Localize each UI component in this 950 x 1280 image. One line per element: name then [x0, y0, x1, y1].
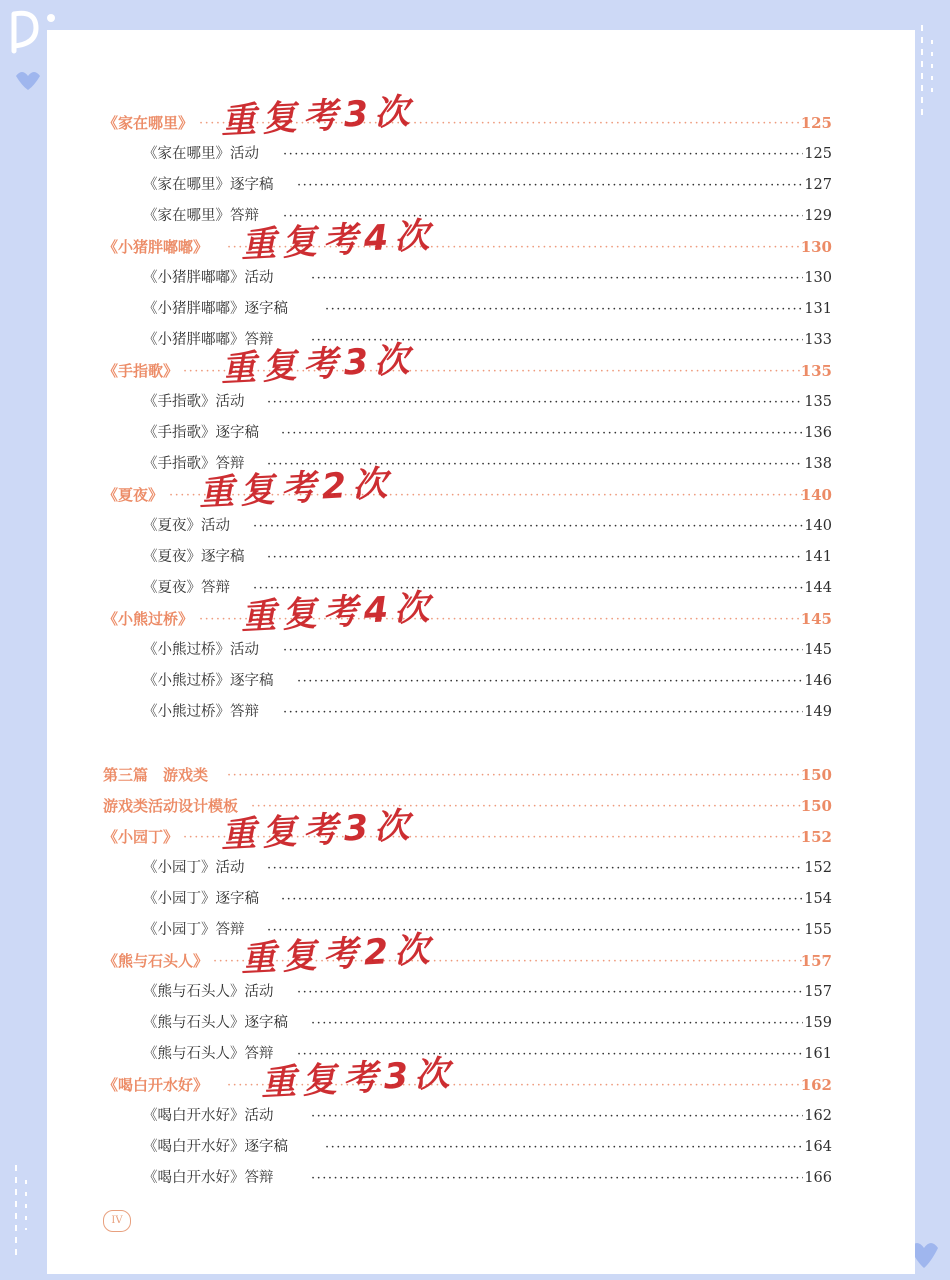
- handwritten-annotation: 重复考4次: [239, 215, 437, 266]
- toc-entry-gardener-defense[interactable]: [47, 915, 915, 946]
- handwritten-annotation: 重复考2次: [197, 463, 395, 514]
- toc-entry-pig[interactable]: [47, 232, 915, 263]
- dot-leader: [253, 511, 803, 542]
- entry-title: 《喝白开水好》: [103, 1076, 209, 1094]
- entry-page: 138: [804, 456, 832, 472]
- entry-title: 《小园丁》: [103, 828, 179, 846]
- entry-page: 135: [804, 394, 832, 410]
- toc-entry-gardener-activity[interactable]: [47, 853, 915, 884]
- entry-page: 144: [804, 580, 832, 596]
- entry-page: 157: [804, 984, 832, 1000]
- entry-page: 145: [800, 610, 832, 628]
- entry-page: 164: [804, 1139, 832, 1155]
- entry-title: 第三篇 游戏类: [103, 766, 209, 784]
- entry-page: 140: [804, 518, 832, 534]
- entry-page: 150: [800, 766, 832, 784]
- entry-title: 《小熊过桥》: [103, 610, 194, 628]
- dot-leader: [267, 542, 803, 573]
- entry-title: 游戏类活动设计模板: [103, 797, 239, 815]
- entry-title: 《小猪胖嘟嘟》活动: [143, 270, 274, 286]
- toc-entry-water-script[interactable]: [47, 1132, 915, 1163]
- toc-entry-pig-script[interactable]: [47, 294, 915, 325]
- entry-title: 《小猪胖嘟嘟》答辩: [143, 332, 274, 348]
- entry-page: 154: [804, 891, 832, 907]
- toc-entry-night[interactable]: [47, 480, 915, 511]
- toc-entry-night-defense[interactable]: [47, 573, 915, 604]
- entry-page: 131: [804, 301, 832, 317]
- entry-page: 152: [800, 828, 832, 846]
- entry-title: 《小园丁》活动: [143, 860, 245, 876]
- toc-entry-template[interactable]: [47, 791, 915, 822]
- dot-leader: [297, 977, 803, 1008]
- toc-entry-bear-stone-defense[interactable]: [47, 1039, 915, 1070]
- entry-title: 《夏夜》: [103, 486, 164, 504]
- entry-page: 135: [800, 362, 832, 380]
- toc-entry-water-defense[interactable]: [47, 1163, 915, 1194]
- toc-entry-gardener-script[interactable]: [47, 884, 915, 915]
- entry-page: 152: [804, 860, 832, 876]
- toc-entry-home[interactable]: [47, 108, 915, 139]
- line-decoration-icon: [8, 1160, 38, 1260]
- entry-title: 《小熊过桥》活动: [143, 642, 259, 658]
- toc-entry-part3[interactable]: [47, 760, 915, 791]
- toc-entry-pig-activity[interactable]: [47, 263, 915, 294]
- entry-page: 145: [804, 642, 832, 658]
- page-number: IV: [103, 1210, 131, 1232]
- entry-title: 《熊与石头人》: [103, 952, 209, 970]
- line-decoration-icon: [912, 20, 942, 130]
- dot-leader: [311, 263, 803, 294]
- entry-page: 136: [804, 425, 832, 441]
- entry-title: 《家在哪里》活动: [143, 146, 259, 162]
- entry-page: 162: [800, 1076, 832, 1094]
- toc-entry-bear-bridge-activity[interactable]: [47, 635, 915, 666]
- entry-title: 《夏夜》活动: [143, 518, 230, 534]
- dot-leader: [283, 635, 803, 666]
- dot-leader: [325, 1132, 803, 1163]
- dot-leader: [297, 170, 803, 201]
- handwritten-annotation: 重复考3次: [219, 805, 417, 856]
- dot-leader: [325, 294, 803, 325]
- toc-entry-home-defense[interactable]: [47, 201, 915, 232]
- toc-entry-water-activity[interactable]: [47, 1101, 915, 1132]
- toc-entry-finger-defense[interactable]: [47, 449, 915, 480]
- entry-page: 127: [804, 177, 832, 193]
- entry-title: 《喝白开水好》逐字稿: [143, 1139, 288, 1155]
- entry-title: 《小熊过桥》答辩: [143, 704, 259, 720]
- entry-page: 162: [804, 1108, 832, 1124]
- entry-page: 149: [804, 704, 832, 720]
- entry-page: 125: [804, 146, 832, 162]
- toc-entry-bear-stone-script[interactable]: [47, 1008, 915, 1039]
- toc-entry-water[interactable]: [47, 1070, 915, 1101]
- entry-title: 《小园丁》答辩: [143, 922, 245, 938]
- toc-entry-bear-stone[interactable]: [47, 946, 915, 977]
- handwritten-annotation: 重复考3次: [259, 1053, 457, 1104]
- entry-title: 《手指歌》: [103, 362, 179, 380]
- entry-title: 《熊与石头人》活动: [143, 984, 274, 1000]
- dot-leader: [281, 884, 803, 915]
- entry-page: 130: [804, 270, 832, 286]
- entry-title: 《手指歌》逐字稿: [143, 425, 259, 441]
- dot-leader: [227, 760, 803, 791]
- handwritten-annotation: 重复考4次: [239, 587, 437, 638]
- handwritten-annotation: 重复考2次: [239, 929, 437, 980]
- entry-page: 150: [800, 797, 832, 815]
- dot-leader: [311, 1101, 803, 1132]
- entry-page: 157: [800, 952, 832, 970]
- entry-title: 《手指歌》答辩: [143, 456, 245, 472]
- toc-entry-home-activity[interactable]: [47, 139, 915, 170]
- toc-entry-night-activity[interactable]: [47, 511, 915, 542]
- entry-title: 《家在哪里》逐字稿: [143, 177, 274, 193]
- entry-page: 129: [804, 208, 832, 224]
- toc-entry-bear-bridge[interactable]: [47, 604, 915, 635]
- entry-page: 141: [804, 549, 832, 565]
- dot-leader: [311, 1163, 803, 1194]
- entry-page: 155: [804, 922, 832, 938]
- entry-page: 159: [804, 1015, 832, 1031]
- entry-title: 《夏夜》逐字稿: [143, 549, 245, 565]
- toc-page: [47, 30, 915, 1274]
- dot-leader: [283, 697, 803, 728]
- dot-leader: [281, 418, 803, 449]
- entry-title: 《喝白开水好》活动: [143, 1108, 274, 1124]
- entry-title: 《小熊过桥》逐字稿: [143, 673, 274, 689]
- entry-title: 《熊与石头人》逐字稿: [143, 1015, 288, 1031]
- dot-leader: [267, 853, 803, 884]
- toc-entry-finger[interactable]: [47, 356, 915, 387]
- dot-leader: [283, 139, 803, 170]
- entry-title: 《家在哪里》: [103, 114, 194, 132]
- toc-entry-bear-stone-activity[interactable]: [47, 977, 915, 1008]
- entry-page: 133: [804, 332, 832, 348]
- handwritten-annotation: 重复考3次: [219, 91, 417, 142]
- entry-page: 130: [800, 238, 832, 256]
- entry-page: 166: [804, 1170, 832, 1186]
- entry-title: 《夏夜》答辩: [143, 580, 230, 596]
- toc-entry-bear-bridge-script[interactable]: [47, 666, 915, 697]
- toc-entry-night-script[interactable]: [47, 542, 915, 573]
- toc-entry-bear-bridge-defense[interactable]: [47, 697, 915, 728]
- dot-leader: [267, 387, 803, 418]
- dot-leader: [311, 1008, 803, 1039]
- entry-title: 《手指歌》活动: [143, 394, 245, 410]
- entry-title: 《小猪胖嘟嘟》: [103, 238, 209, 256]
- entry-page: 125: [800, 114, 832, 132]
- toc-entry-home-script[interactable]: [47, 170, 915, 201]
- toc-entry-gardener[interactable]: [47, 822, 915, 853]
- entry-title: 《小猪胖嘟嘟》逐字稿: [143, 301, 288, 317]
- toc-entry-pig-defense[interactable]: [47, 325, 915, 356]
- entry-title: 《喝白开水好》答辩: [143, 1170, 274, 1186]
- toc-entry-finger-script[interactable]: [47, 418, 915, 449]
- entry-page: 140: [800, 486, 832, 504]
- entry-page: 146: [804, 673, 832, 689]
- toc-entry-finger-activity[interactable]: [47, 387, 915, 418]
- dot-leader: [297, 666, 803, 697]
- entry-title: 《小园丁》逐字稿: [143, 891, 259, 907]
- entry-page: 161: [804, 1046, 832, 1062]
- entry-title: 《家在哪里》答辩: [143, 208, 259, 224]
- handwritten-annotation: 重复考3次: [219, 339, 417, 390]
- entry-title: 《熊与石头人》答辩: [143, 1046, 274, 1062]
